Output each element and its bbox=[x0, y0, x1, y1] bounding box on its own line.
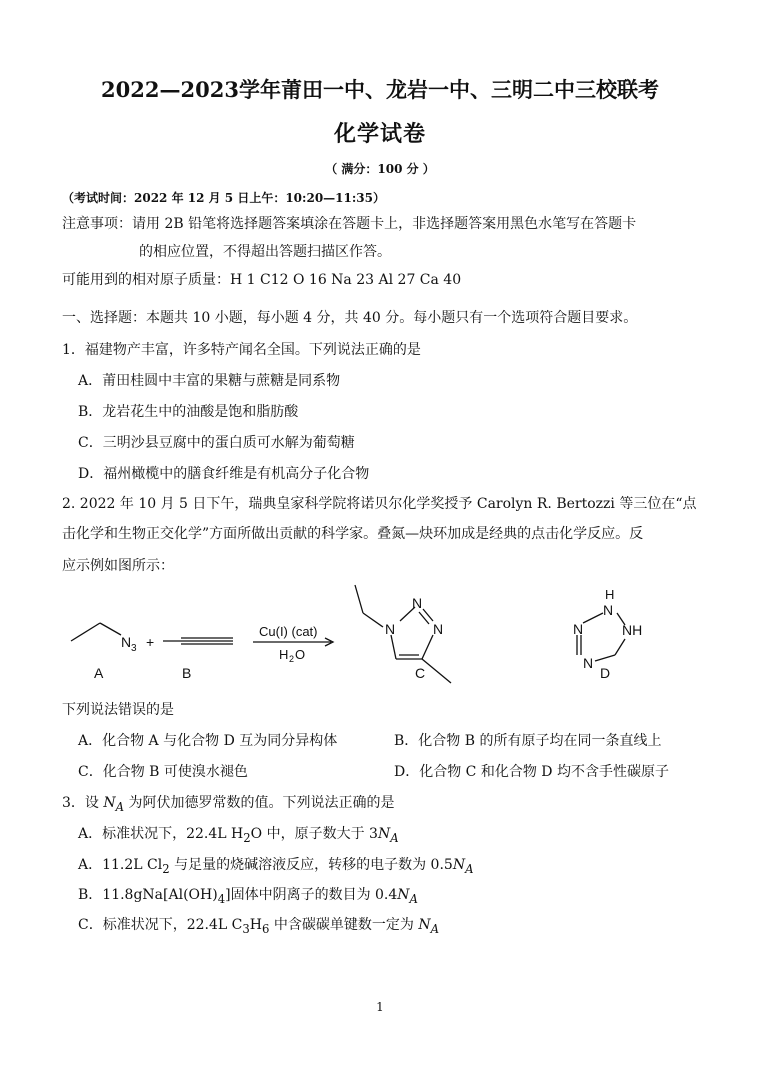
question-1-option-c: C．三明沙县豆腐中的蛋白质可水解为葡萄糖 bbox=[78, 435, 355, 451]
solvent-h: H bbox=[279, 647, 289, 662]
notice-line-2: 的相应位置，不得超出答题扫描区作答。 bbox=[139, 244, 391, 260]
option-text: H bbox=[249, 917, 262, 933]
compound-c-n3: N bbox=[433, 621, 444, 637]
option-text: A．11.2L Cl bbox=[78, 857, 163, 873]
option-text: C．标准状况下，22.4L C bbox=[78, 917, 243, 933]
option-text: 与足量的烧碱溶液反应，转移的电子数为 0.5 bbox=[169, 857, 453, 873]
option-na-subscript: A bbox=[390, 830, 399, 845]
question-3-stem-pre: 3．设 bbox=[62, 795, 104, 811]
compound-a-n: N bbox=[121, 634, 132, 650]
page-number: 1 bbox=[376, 1000, 384, 1014]
question-2-option-a: A．化合物 A 与化合物 D 互为同分异构体 bbox=[78, 733, 338, 749]
question-3-option-4 bbox=[78, 914, 439, 936]
label-a: A bbox=[94, 665, 104, 681]
section-heading: 一、选择题：本题共 10 小题，每小题 4 分，共 40 分。每小题只有一个选项符合题目要求。 bbox=[62, 310, 638, 326]
compound-c-methyl-bond bbox=[422, 659, 451, 683]
compound-d-ring-bond-1 bbox=[583, 613, 603, 623]
compound-d-n3: N bbox=[583, 655, 594, 671]
full-score: （ 满分：100 分 ） bbox=[325, 162, 435, 176]
option-na-subscript: A bbox=[465, 861, 474, 876]
question-2-option-d: D．化合物 C 和化合物 D 均不含手性碳原子 bbox=[394, 764, 669, 780]
option-text: O 中，原子数大于 3 bbox=[250, 826, 378, 842]
compound-c-ethyl-bond-1 bbox=[355, 585, 363, 613]
exam-subtitle: 化学试卷 bbox=[333, 121, 426, 147]
reaction-diagram bbox=[55, 575, 695, 693]
plus-sign: + bbox=[146, 634, 155, 650]
question-2-stem-line-3: 应示例如图所示： bbox=[62, 558, 174, 574]
compound-a-n-subscript: 3 bbox=[131, 643, 137, 654]
question-2-option-c: C．化合物 B 可使溴水褪色 bbox=[78, 764, 248, 780]
option-text: B．11.8gNa[Al(OH) bbox=[78, 887, 218, 903]
compound-c-n2: N bbox=[412, 595, 423, 611]
question-2-stem-line-2: 击化学和生物正交化学”方面所做出贡献的科学家。叠氮—炔环加成是经典的点击化学反应。反 bbox=[62, 526, 644, 542]
option-text: ]固体中阴离子的数目为 0.4 bbox=[225, 887, 398, 903]
question-3-option-3 bbox=[78, 884, 418, 906]
question-2-lead: 下列说法错误的是 bbox=[62, 702, 174, 718]
compound-a-bond-2 bbox=[100, 623, 121, 635]
option-na: N bbox=[397, 887, 410, 903]
question-1-stem: 1．福建物产丰富，许多特产闻名全国。下列说法正确的是 bbox=[62, 342, 421, 358]
compound-c-n1: N bbox=[385, 621, 396, 637]
compound-d-ring-bond-4 bbox=[615, 639, 625, 655]
question-2-stem-line-1: 2. 2022 年 10 月 5 日下午，瑞典皇家科学院将诺贝尔化学奖授予 Carolyn R. Bertozzi 等三位在“点 bbox=[62, 496, 697, 512]
exam-time: （考试时间：2022 年 12 月 5 日上午：10:20—11:35） bbox=[62, 191, 385, 205]
option-subscript: 6 bbox=[261, 921, 270, 936]
option-subscript: 4 bbox=[217, 891, 226, 906]
compound-c-ring-bond-5 bbox=[391, 635, 396, 659]
option-subscript: 3 bbox=[242, 921, 250, 936]
option-na: N bbox=[418, 917, 431, 933]
compound-d-ring-bond-5 bbox=[595, 655, 615, 661]
question-3-na-subscript: A bbox=[115, 799, 125, 814]
question-3-stem bbox=[62, 792, 394, 814]
question-3-option-1 bbox=[78, 823, 399, 845]
label-d: D bbox=[600, 665, 611, 681]
label-b: B bbox=[182, 665, 192, 681]
option-na: N bbox=[452, 857, 466, 873]
compound-d-n2: N bbox=[573, 621, 584, 637]
question-2-option-b: B．化合物 B 的所有原子均在同一条直线上 bbox=[394, 733, 662, 749]
label-c: C bbox=[415, 665, 426, 681]
question-3-stem-post: 为阿伏加德罗常数的值。下列说法正确的是 bbox=[124, 795, 395, 811]
solvent-o: O bbox=[295, 647, 306, 662]
option-na-subscript: A bbox=[430, 921, 439, 936]
compound-a-bond-1 bbox=[71, 623, 100, 641]
exam-title: 2022—2023学年莆田一中、龙岩一中、三明二中三校联考 bbox=[101, 77, 659, 102]
option-text: 中含碳碳单键数一定为 bbox=[269, 917, 419, 933]
option-subscript: 2 bbox=[243, 830, 251, 845]
solvent-subscript: 2 bbox=[289, 654, 295, 664]
atomic-mass-line: 可能用到的相对原子质量：H 1 C12 O 16 Na 23 Al 27 Ca 40 bbox=[62, 272, 462, 288]
catalyst-label: Cu(I) (cat) bbox=[259, 624, 318, 639]
question-1-option-a: A．莆田桂圆中丰富的果糖与蔗糖是同系物 bbox=[78, 373, 341, 389]
option-na-subscript: A bbox=[409, 891, 418, 906]
compound-c-ethyl-bond-2 bbox=[363, 613, 383, 627]
compound-d-h: H bbox=[605, 587, 615, 602]
option-text: A．标准状况下，22.4L H bbox=[78, 826, 244, 842]
question-1-option-d: D．福州橄榄中的膳食纤维是有机高分子化合物 bbox=[78, 466, 370, 482]
option-subscript: 2 bbox=[162, 861, 170, 876]
compound-d-n1: N bbox=[603, 602, 614, 618]
question-3-option-2 bbox=[78, 854, 473, 876]
compound-d-nh: NH bbox=[622, 622, 643, 638]
option-na: N bbox=[377, 826, 391, 842]
notice-line-1: 注意事项：请用 2B 铅笔将选择题答案填涂在答题卡上，非选择题答案用黑色水笔写在答题卡 bbox=[62, 216, 637, 232]
question-3-na: N bbox=[103, 795, 116, 811]
question-1-option-b: B．龙岩花生中的油酸是饱和脂肪酸 bbox=[78, 404, 299, 420]
compound-c-ring-bond-3 bbox=[422, 635, 433, 659]
